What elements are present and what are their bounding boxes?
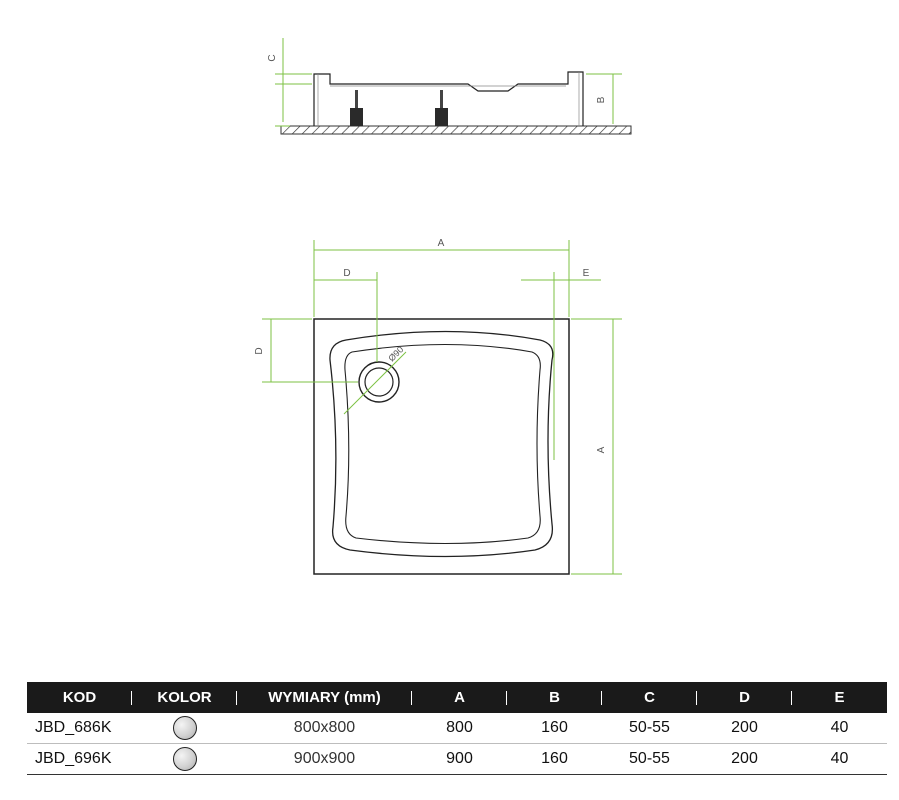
dimension-d-top: [314, 272, 377, 362]
cell-e: 40: [792, 713, 887, 744]
dimension-d-left: [262, 319, 358, 382]
color-swatch: [173, 747, 197, 771]
dimension-label-e-top: E: [582, 268, 590, 279]
dimension-a-right: [571, 319, 622, 574]
color-swatch: [173, 716, 197, 740]
cell-a: 900: [412, 744, 507, 775]
dimension-a-top: [314, 240, 569, 317]
dimension-c: [275, 38, 312, 126]
dimension-label-b: B: [596, 96, 607, 104]
cell-kod: JBD_696K: [27, 744, 132, 775]
basin-outer-rim: [330, 332, 553, 557]
specification-table: [27, 682, 887, 775]
cell-kolor: [132, 713, 237, 744]
cell-wymiary: 900x900: [237, 744, 412, 775]
dimension-label-a-right: A: [596, 446, 607, 454]
cell-d: 200: [697, 744, 792, 775]
table-row: [27, 744, 887, 775]
header-kolor: KOLOR: [132, 682, 237, 713]
dimension-label-drain: Ø90: [386, 344, 406, 364]
drain-circle: [359, 362, 399, 402]
cell-kolor: [132, 744, 237, 775]
header-b: B: [507, 682, 602, 713]
support-foot: [435, 90, 448, 126]
header-a: A: [412, 682, 507, 713]
side-view: [267, 38, 631, 134]
table-header-row: [27, 682, 887, 713]
cell-b: 160: [507, 744, 602, 775]
cell-e: 40: [792, 744, 887, 775]
cell-d: 200: [697, 713, 792, 744]
dimension-label-c: C: [267, 54, 278, 62]
cell-c: 50-55: [602, 744, 697, 775]
support-foot: [350, 90, 363, 126]
cell-a: 800: [412, 713, 507, 744]
header-wymiary: WYMIARY (mm): [237, 682, 412, 713]
header-e: E: [792, 682, 887, 713]
cell-b: 160: [507, 713, 602, 744]
dimension-label-a-top: A: [437, 238, 445, 249]
table-row: [27, 713, 887, 744]
cell-wymiary: 800x800: [237, 713, 412, 744]
dimension-label-d-top: D: [343, 268, 351, 279]
header-c: C: [602, 682, 697, 713]
cell-kod: JBD_686K: [27, 713, 132, 744]
top-view: [254, 238, 622, 574]
cell-c: 50-55: [602, 713, 697, 744]
header-kod: KOD: [27, 682, 132, 713]
basin-inner-rim: [345, 345, 540, 544]
header-d: D: [697, 682, 792, 713]
dimension-drain: [344, 352, 406, 414]
ground-hatch: [281, 126, 631, 134]
dimension-e-top: [521, 272, 601, 460]
dimension-label-d-left: D: [254, 347, 265, 355]
